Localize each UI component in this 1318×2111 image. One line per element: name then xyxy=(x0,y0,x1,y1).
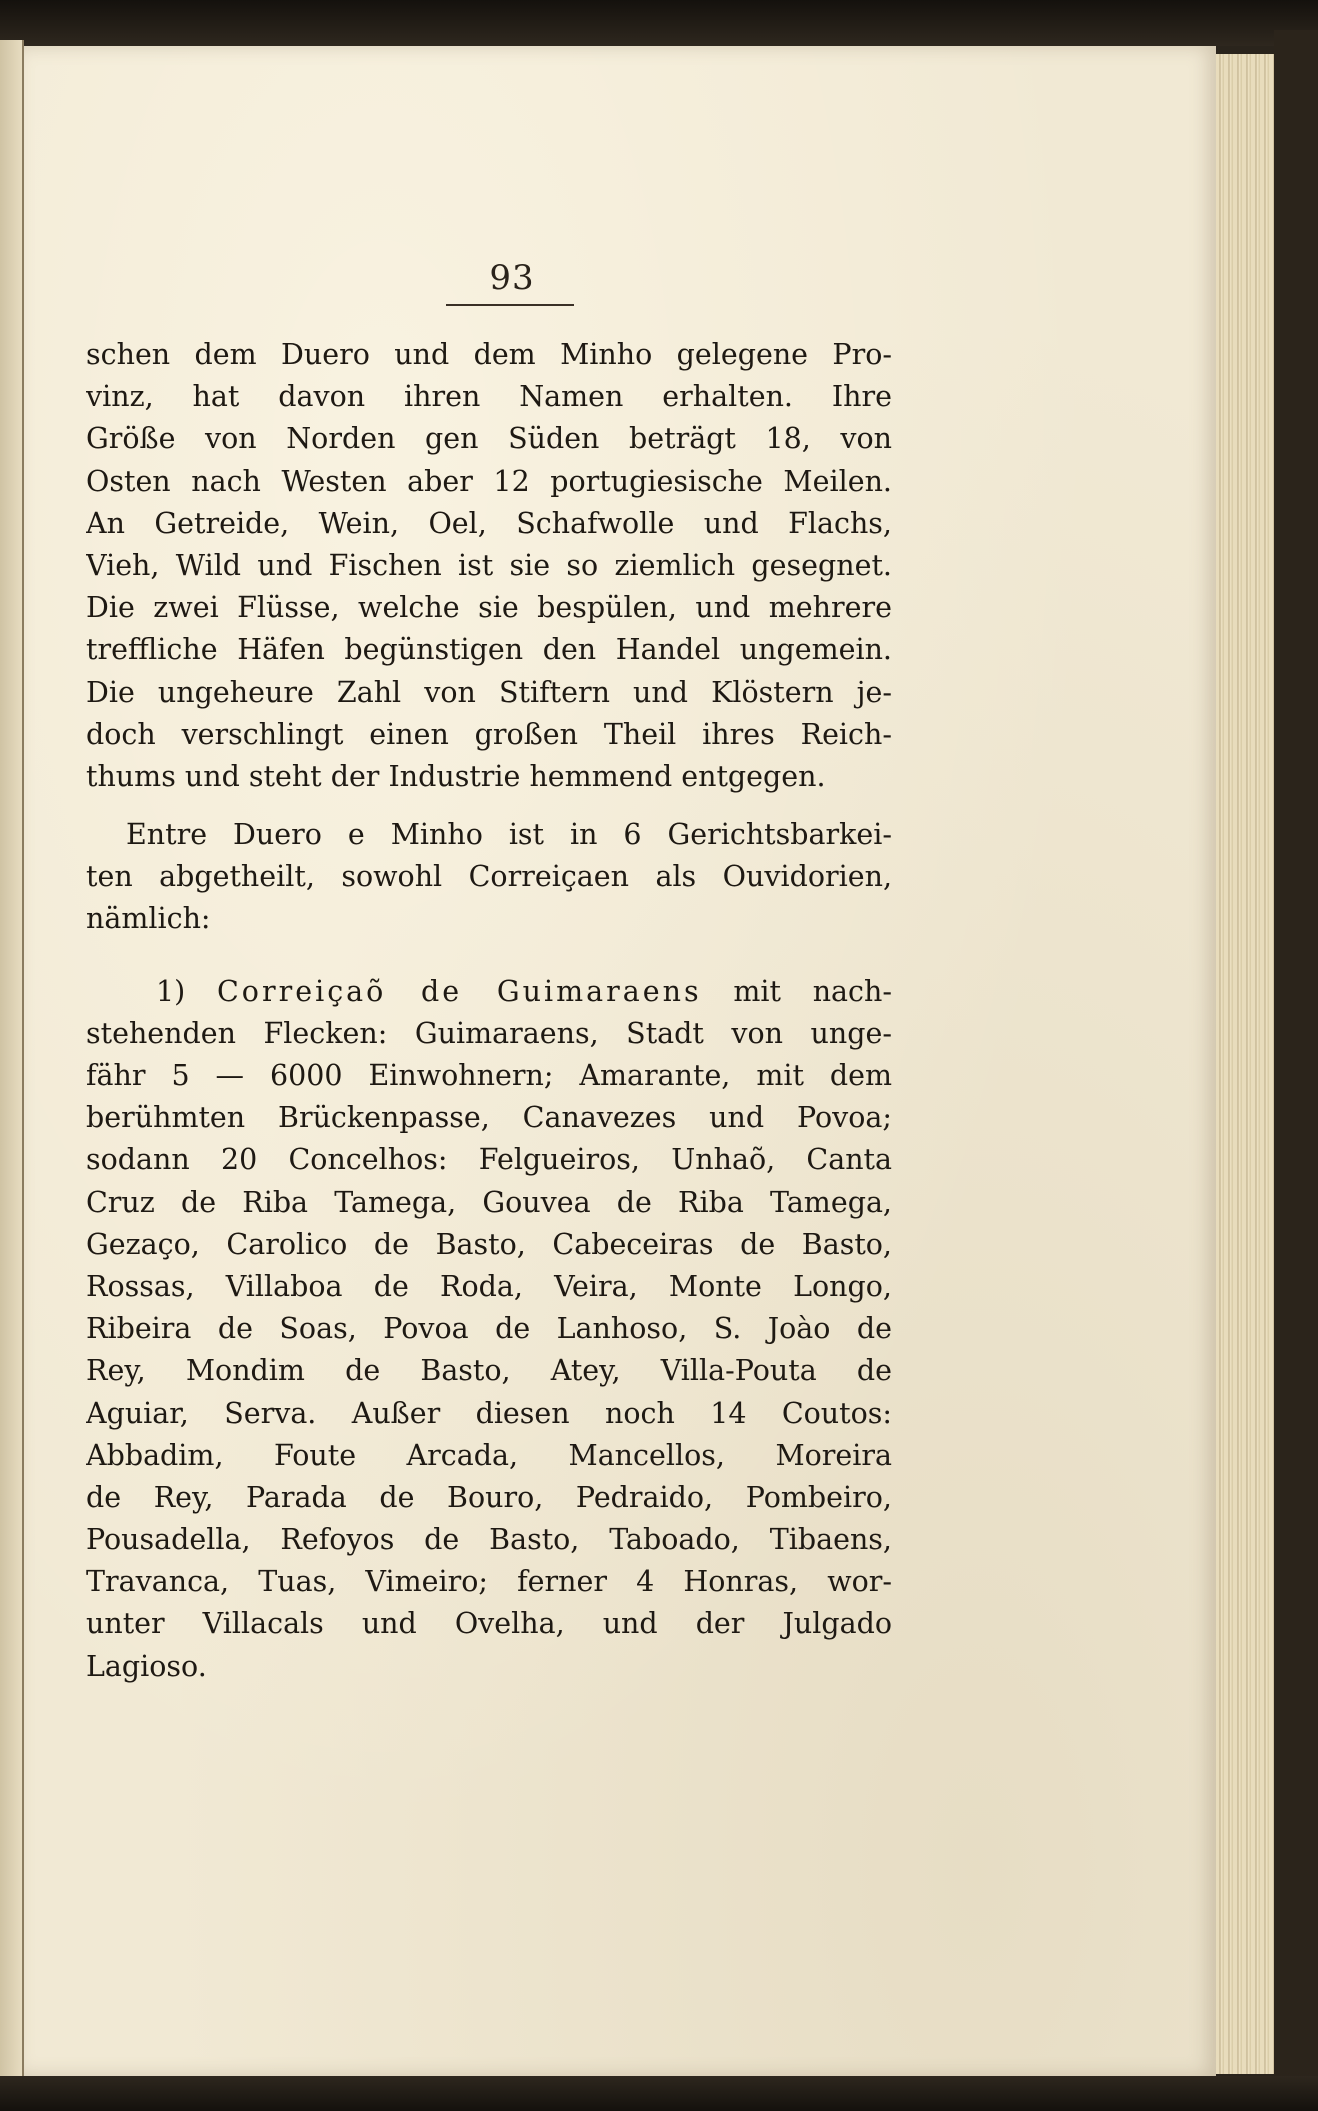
correicao-title: Correiçaõ de Guimaraens xyxy=(217,974,702,1008)
text-line: Rossas, Villaboa de Roda, Veira, Monte Longo, xyxy=(86,1269,892,1303)
text-line: Rey, Mondim de Basto, Atey, Villa-Pouta de xyxy=(86,1354,892,1388)
text-line: unter Villacals und Ovelha, und der Julgado xyxy=(86,1607,892,1641)
text-line: treffliche Häfen begünstigen den Handel ungemein. xyxy=(86,633,892,667)
page-number-rule xyxy=(446,304,574,306)
text-line: Aguiar, Serva. Außer diesen noch 14 Coutos: xyxy=(86,1396,892,1430)
paragraph-gap xyxy=(86,941,892,971)
text-line: An Getreide, Wein, Oel, Schafwolle und Flachs, xyxy=(86,506,892,540)
list-item-number: 1) xyxy=(156,974,217,1008)
text-line: ten abgetheilt, sowohl Correiçaen als Ouvidorien, xyxy=(86,860,892,894)
text-line: Vieh, Wild und Fischen ist sie so ziemlich gesegnet. xyxy=(86,548,892,582)
text-line: Osten nach Westen aber 12 portugiesische Meilen. xyxy=(86,464,892,498)
text-line: fähr 5 — 6000 Einwohnern; Amarante, mit dem xyxy=(86,1059,892,1092)
text-line: doch verschlingt einen großen Theil ihres Reich- xyxy=(86,717,892,751)
text-line: thums und steht der Industrie hemmend entgegen. xyxy=(86,759,826,793)
text-fragment: mit nach- xyxy=(701,974,892,1008)
text-line: nämlich: xyxy=(86,902,211,936)
scan-bottom-edge xyxy=(0,2076,1318,2111)
text-line: Travanca, Tuas, Vimeiro; ferner 4 Honras, wor- xyxy=(86,1565,892,1599)
text-line: Lagioso. xyxy=(86,1649,207,1683)
text-line: Pousadella, Refoyos de Basto, Taboado, Tibaens, xyxy=(86,1523,892,1557)
text-line: Größe von Norden gen Süden beträgt 18, von xyxy=(86,422,892,456)
body-text xyxy=(86,334,892,1688)
text-line: Entre Duero e Minho ist in 6 Gerichtsbarkei- xyxy=(126,818,892,852)
text-line: Ribeira de Soas, Povoa de Lanhoso, S. Joào de xyxy=(86,1312,892,1346)
page-number: 93 xyxy=(489,258,535,298)
text-line: Die ungeheure Zahl von Stiftern und Klöstern je- xyxy=(86,675,892,709)
text-line: Cruz de Riba Tamega, Gouvea de Riba Tamega, xyxy=(86,1185,892,1219)
text-line: berühmten Brückenpasse, Canavezes und Povoa; xyxy=(86,1101,892,1135)
facing-page-edge xyxy=(0,40,24,2080)
text-line: schen dem Duero und dem Minho gelegene Pro- xyxy=(86,338,892,371)
book-cover-edge xyxy=(1274,30,1318,2090)
text-line: Abbadim, Foute Arcada, Mancellos, Moreira xyxy=(86,1438,892,1472)
page-stack-edges xyxy=(1214,54,1275,2074)
text-line: Gezaço, Carolico de Basto, Cabeceiras de Basto, xyxy=(86,1227,892,1261)
text-line: de Rey, Parada de Bouro, Pedraido, Pombeiro, xyxy=(86,1480,892,1514)
paragraph-gap xyxy=(86,798,892,814)
text-line: vinz, hat davon ihren Namen erhalten. Ihre xyxy=(86,380,892,414)
list-item-heading-line xyxy=(86,971,892,1013)
scan-top-edge xyxy=(0,0,1318,46)
text-line: stehenden Flecken: Guimaraens, Stadt von unge- xyxy=(86,1016,892,1050)
text-line: sodann 20 Concelhos: Felgueiros, Unhaõ, Canta xyxy=(86,1143,892,1177)
text-line: Die zwei Flüsse, welche sie bespülen, und mehrere xyxy=(86,591,892,625)
